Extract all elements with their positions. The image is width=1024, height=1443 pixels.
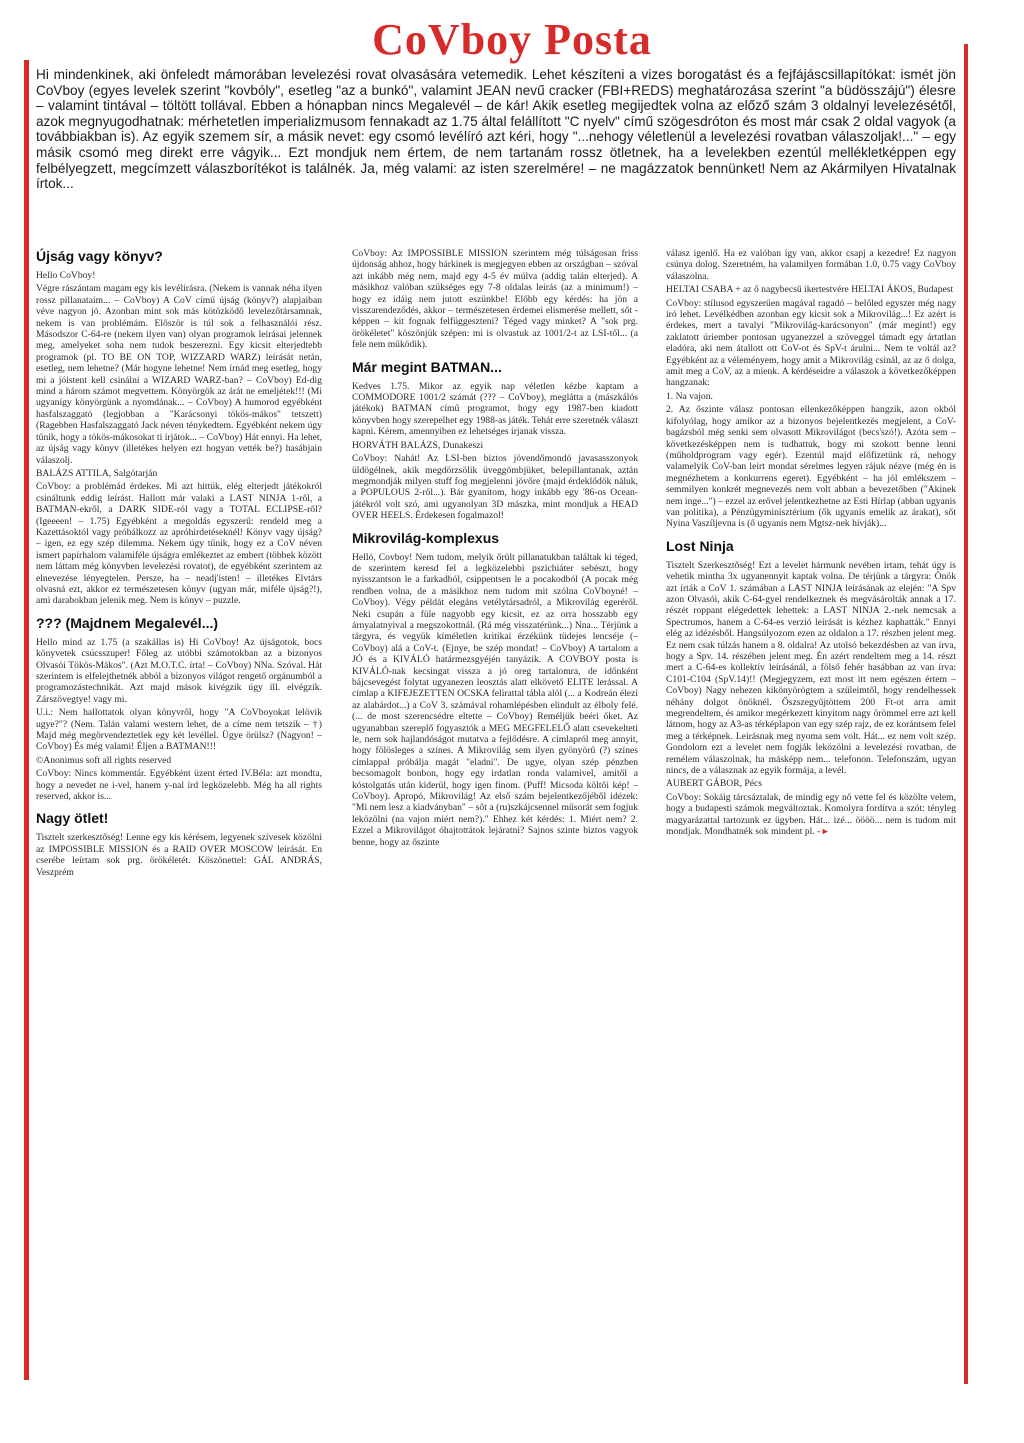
section-title-nagy-otlet: Nagy ötlet! xyxy=(36,810,109,827)
left-red-rule xyxy=(24,60,29,1380)
covboy-reply: CoVboy: Nincs kommentár. Egyébként üzent érted IV.Béla: azt mondta, hogy a nevedet ne i-vel, hanem y-nal írd legközelebb. Még ha all rights reserved, akkor is... xyxy=(36,768,322,803)
column-middle xyxy=(352,248,638,1388)
covboy-reply: CoVboy: Nahát! Az LSI-ben biztos jövendőmondó javasasszonyok üldögélnek, akik megdörzsölik üveggömbjüket, belepillantanak, aztán megmondják milyen stuff fog megjelenni jövőre (majd érdeklődök náluk, a POPULOUS 2-ről...). Bár gyanítom, hogy inkább egy '86-os Ocean-játékról volt szó, ami ugyanolyan 3D mászka, mint mondjuk a HEAD OVER HEELS. Érdekesen fogalmazol! xyxy=(352,453,638,522)
letter-signature: BALÁZS ATTILA, Salgótarján xyxy=(36,467,158,479)
letter-body: Tisztelt szerkesztőség! Lenne egy kis kérésem, legyenek szívesek közölni az IMPOSSIBLE MISSION és a RAID OVER MOSCOW leírását. En cserébe leírtam sok prg. örökéletét. Köszönettel: GÁL ANDRÁS, Veszprém xyxy=(36,832,322,878)
letter-signature: HORVÁTH BALÁZS, Dunakeszi xyxy=(352,439,484,451)
column-right xyxy=(666,248,956,1388)
letter-signature: HELTAI CSABA + az ő nagybecsű ikertestvére HELTAI ÁKOS, Budapest xyxy=(666,284,954,296)
covboy-reply-text: CoVboy: Sokáig tárcsáztalak, de mindig egy nő vette fel és közölte velem, hogy a budapesti számok megváltoztak. Komolyra fordítva a szót: tényleg magyarázattal tartozunk ez ügyben. Hát... izé... öööö... nem is tudom mit mondjak. Mondhatnék sok mindent pl. - xyxy=(666,791,956,838)
section-title-mar-megint-batman: Már megint BATMAN... xyxy=(352,358,502,375)
covboy-reply-item: 1. Na vajon. xyxy=(666,390,713,402)
section-title-lost-ninja: Lost Ninja xyxy=(666,537,734,554)
letter-body: Helló, Covboy! Nem tudom, melyik őrült pillanatukban találtak ki téged, de szerintem keresd fel a legközelebbi pszichiáter sebészt, hogy nyisszantson le a farkadból, csippentsen le a pocakodból (A pocak még rendben volna, de a másikhoz nem tudom mit szólna CoVboyné! – CoVboy). Végy példát elegáns vetélytársadról, a Mikrovilág egeréről. Neki csupán a füle nagyobb egy kicsit, ez az orra hosszabb egy árnyalatnyival a megszokottnál. (Rá még visszatérünk...) Nna... Térjünk a tárgyra, és vegyük kíméletlen kritikai érzékünk tüdejes lencséje (– CoVboy) alá a CoV-t. (Ejnye, be szép mondat! – CoVboy) A tartalom a JÓ és a KIVÁLÓ határmezsgyéjén tanyázik. A COVBOY posta is KIVÁLÓ-nak kecsingat vissza a jó oreg tartalomra, de időnként bájcsevegést folytat ugyanezen leosztás alatt elkövető ELITE lerással. A címlap a KIFEJEZETTEN OCSKA felirattal tábla alól (... a Kodreán élezi az alabárdot...) a CoV 3. számával rohamlépésben elindult az élboly felé. (... de most szerencsédre eltette – CoVboy) Reméljük beéri őket. Az ugyanabban szereplő fogyasztók a MEG MEGFELELŐ alatt csevekelteti le, nem sok hajlandóságot mutatva a fejlődésre. A címlapról meg annyit, hogy fölösleges a színes. A Mikrovilág sem ilyen gyönyörű (?) színes címlappal próbálja magát "eladni". De ugye, olyan szép pénzben becsomagolt bonbon, hogy egy irdatlan ronda valamivel, amitől a kóstolgatás után kiderül, hogy igen finom. (Puff! Micsoda költői kép! – CoVboy). Apropó, Mikrovilág! Az első szám bejelentkezőjéből idézek: "Mi nem lesz a kiadványban" – sőt a (ru)szkájcsennel műsorát sem fogjuk leközölni (na vajon miért nem?)." Ehhez két kérdés: 1. Miért nem? 2. Ezzel a Mikrovilágot óhajtottátok lejáratni? Sajnos szinte biztos vagyok benne, hogy az őszinte xyxy=(352,551,638,848)
covboy-reply xyxy=(666,792,956,838)
letter-postscript: U.i.: Nem hallottatok olyan könyvről, hogy "A CoVboyokat lelövik ugye?"? (Nem. Talán valami western lehet, de a címe nem tetszik – †) Majd még megörvendeztetlek egy két levéllel. Ügye örülsz? (Nagyon! – CoVboy) És még valami! Éljen a BATMAN!!! xyxy=(36,707,322,753)
section-title-ujsag-vagy-konyv: Újság vagy könyv? xyxy=(36,248,163,264)
letter-body: válasz igenlő. Ha ez valóban így van, akkor csapj a kezedre! Ez nagyon csúnya dolog. Szeretném, ha valamilyen formában 1.0, 0.75 vagy CoVboy válaszolna. xyxy=(666,248,956,282)
column-left xyxy=(36,248,322,1388)
letter-body: Kedves 1.75. Mikor az egyik nap véletlen kézbe kaptam a COMMODORE 1001/2 számát (??? – CoVboy), meglátta a (mászkálós játékok) BATMAN című programot, hogy egy 1987-ben kiadott könyvben hogy szerepelhet egy 1988-as játék. Tehát erre szeretnék választ kapni. Kérem, amennyiben ez lehetséges írjanak vissza. xyxy=(352,380,638,438)
section-title-majdnem-megalevel: ??? (Majdnem Megalevél...) xyxy=(36,614,219,631)
right-red-rule xyxy=(964,44,968,1384)
covboy-reply: CoVboy: Az IMPOSSIBLE MISSION szerintem még túlságosan friss újdonság ahhoz, hogy bárkinek is megjegyen ebben az országban – szóval azt inkább még nem, majd egy 4-5 év múlva (addig talán elterjed). A másikhoz valóban szükséges egy 7-8 oldalas leírás (az a minimum!) – hogy ez idáig nem jutott eszünkbe! Előbb egy kérdés: ha jön a visszarendeződés, akkor – természetesen érdemei elismerése mellett, sőt -képpen – kit fognak felfüggeszteni? Téged vagy minket? A "sok prg. örökéletet" köszönjük szépen: mi is olvastuk az 1001/2-t az LSI-től... (a fele nem működik). xyxy=(352,248,638,351)
letter-body: Tisztelt Szerkesztőség! Ezt a levelet hármunk nevében írtam, tehát úgy is vehetik mintha 3x ugyanennyit kaptak volna. De térjünk a tárgyra: Önök azt írták a CoV 1. számában a LAST NINJA leírásának az elején: "A Spv azon Olvasói, akik C-64-gyel rendelkeznek és megvásárolták annak a 17. részét roppant elégedettek lehettek: a LAST NINJA 2.-nek nemcsak a Spectrumos, hanem a C-64-es verzió leírását is kézhez kaphatták." Ennyi elég az idézésből. Hangsúlyozom ezen az oldalon a 17. részben jelent meg. Ez nem csak túlzás hanem a 8. oldalra! Az utolsó bekezdésben az van írva, hogy a Spv. 14. részében jelent meg. Én azért rendeltem meg a 14. részt mert a C-64-es kollektív leírásánál, a fölső fehér hasábban az van írva: C101-C104 (SpV.14)!! (Megjegyzem, ezt most itt nem egészen értem – CoVboy) Nagy nehezen kikönyörögtem a szüleimtől, hogy rendelhessek néhány dolgot önöknél. Őszszegyűjtöttem 200 Ft-ot arra amit megrendeltem, és amikor megérkezett kinyitom nagy örömmel erre azt kell látnom, hogy az A3-as térképlapon van egy szép rajz, de ez korántsem felel meg a térképnek. Leírásnak meg nyoma sem volt. Hát... ez nem volt szép. Gondolom ezt a levelet nem fogják leközölni a levelezési rovatban, de remélem válaszolnak, ha másképp nem... telefonon. Telefonszám, ugyan nincs, de a válasznak az egyik formája, a levél. xyxy=(666,559,956,777)
letter-signature: AUBERT GÁBOR, Pécs xyxy=(666,778,762,790)
covboy-reply: CoVboy: stílusod egyszerűen magával ragadó – belőled egyszer még nagy író lehet. Levélkédben azonban egy kicsit sok a Mikrovilág...! Ez azért is érdekes, mert a tavalyi "Mikrovilág-karácsonyon" (már megint!) egy zaklatott úriember pontosan ugyanezzel a szöveggel támadt egy ártatlan eladóra, aki nem átallott ott CoV-ot és SpV-t árulni... Nem te voltál az? Egyébként az a véleményem, hogy amit a Mikrovilág csinál, az az ő dolga, amit meg a CoV, az a mienk. A kérdéseidre a válaszok a következőképpen hangzanak: xyxy=(666,297,956,389)
continue-arrow-icon: ▸ xyxy=(822,826,828,838)
letter-body: Végre rászántam magam egy kis levélírásra. (Nekem is vannak néha ilyen rossz pillanataim... – CoVboy) A CoV című újság (könyv?) alapjaiban véve nagyon jó. Azonban mint sok más kötözködő levelezőtársamnak, nekem is van problémám. Először is túl sok a felhasználói rész. Másodszor C-64-re (nekem ilyen van) olyan programok leírásai jelennek meg, amelyeket soha nem tudok beszerezni. Egy kicsit elterjedtebb programok (pl. TO BE ON TOP, WIZZARD WARZ) leírását netán, esetleg, nem lehetne? (Már hogyne lehetne! Nem írnád meg esetleg, hogy mi a jóistent kell csinálni a WIZARD WARZ-ban? – CoVboy) Ed-dig mind a három számot megvettem. Könyörgök az árát ne emeljétek!!! (Mi ugyanígy könyörgünk a nyomdának... – CoVboy) A humorod egyébként hasfalszaggató (legjobban a "Karácsonyi tökös-mákos" tetszett) (Ragebben Hasfalszaggató Jack néven ténykedtem. Egyébként nekem úgy tűnik, hogy a tökös-mákosokat ti írjátok... – CoVboy) Hát ennyi. Ha lehet, az újság vagy könyv (illetékes helyen ezt hogyan vették be?) hasábjain válaszolj. xyxy=(36,283,322,466)
page-title: CoVboy Posta xyxy=(372,15,652,64)
section-title-mikrovilag-komplexus: Mikrovilág-komplexus xyxy=(352,529,500,546)
covboy-reply-item: 2. Az őszinte válasz pontosan ellenkezőképpen hangzik, azon okból kifolyólag, hogy amikor az a bizonyos bejelentkezés megjelent, a CoV-bagázsból még senki sem olvasott Mikrovilágot (becs'szó!). Azóta sem – következésképpen nem is tudhattuk, hogy mi szokott benne lenni (műholdprogram vagy egér). Ezentúl majd előfizetünk rá, nehogy valamelyik CoV-ban leírt mondat sérelmes legyen rájuk nézve (még én is megnézhetem a konkurrens egeret). Egyébként – ha jól emlékszem – semmilyen konkrét megnevezés nem volt abban a bevezetőben ("Akinek nem inge...") – ezzel az erővel jelentkezhetne az Esti Hírlap (abban ugyanis van politika), a Pénzügyminisztérium (ők ugyanis emelik az árakat), sőt Nyina Vaszíljevna is (ő ugyanis nem Mgtsz-nek hívják)... xyxy=(666,404,956,530)
letter-body: Hello mind az 1.75 (a szakállas is) Hi CoVboy! Az újságotok, bocs könyvetek csúcsszuper! Főleg az utóbbi számotokban az a bizonyos Olvasói Tökös-Mákos". (Azt M.O.T.C. írta! – CoVboy) NNa. Szóval. Hát szerintem is elfelejthetnék abból a bizonyos világot rengető orgánumból a programozástechnikát. Azt majd mások kivégzik úgy ill. elvégzik. Zárszövegtye! vagy mi. xyxy=(36,636,322,705)
covboy-reply: CoVboy: a problémád érdekes. Mi azt hittük, elég elterjedt játékokról csináltunk eddig leírást. Hallott már valaki a LAST NINJA 1-ről, a BATMAN-ekről, a DARK SIDE-ról vagy a TOTAL ECLIPSE-ről? (Igeeeen! – 1.75) Egyébként a megoldás egyszerű: rendeld meg a Kazettásoktól vagy próbálkozz az apróhirdetéseknél! Könyv vagy újság? – igen, ez egy szép dilemma. Nekem úgy tűnik, hogy ez a CoV néven ismert papírhalom valamiféle újságra emlékeztet az embert (többek között nem láttam még könyvben levelezési rovatot), de egyébként szerintem az elnevezése lényegtelen. Persze, ha – neadj'isten! – illetékes Elvtárs olvasná ezt, akkor ez természetesen könyv (ugyan már, miféle újság?!), ami darabokban jelenik meg. Nem is könyv – puzzle. xyxy=(36,481,322,607)
letter-greeting: Hello CoVboy! xyxy=(36,270,96,281)
intro-paragraph: Hi mindenkinek, aki önfeledt mámorában levelezési rovat olvasására vetemedik. Lehet készíteni a vizes borogatást és a fejfájáscsillapítókat: ismét jön CoVboy (egyes levelek szerint "kovbóly", esetleg "az a bunkó", valamint JEAN nevű cracker (FBI+REDS) meghatározása szerint "a büdösszájú") élesre – valamint tintával – töltött tollával. Ebben a hónapban nincs Megalevél – de kár! Akik esetleg megijedtek volna az előző szám 3 oldalnyi levelezésétől, azok megnyugodhatnak: mérhetetlen imperializmusom fennakadt az 1.75 által felállított "C nyelv" című szögesdróton és most már csak 2 oldal vagyok (a továbbiakban is). Az egyik szemem sír, a másik nevet: egy csomó levélíró azt kéri, hogy "...nehogy véletlenül a levelezési rovatban válaszoljak!..." – egy másik csomó meg direkt erre vágyik... Ezt mondjuk nem értem, de nem tartanám rossz ötletnek, ha a levelekben ezentúl mellékletképpen egy felbélyegzett, megcímzett válaszborítékot is találnék. Ja, még valami: az isten szerelmére! – ne magázzatok bennünket! Nem az Akármilyen Hivatalnak írtok... xyxy=(36,67,956,192)
letter-signature: ©Anonimus soft all rights reserved xyxy=(36,754,172,766)
